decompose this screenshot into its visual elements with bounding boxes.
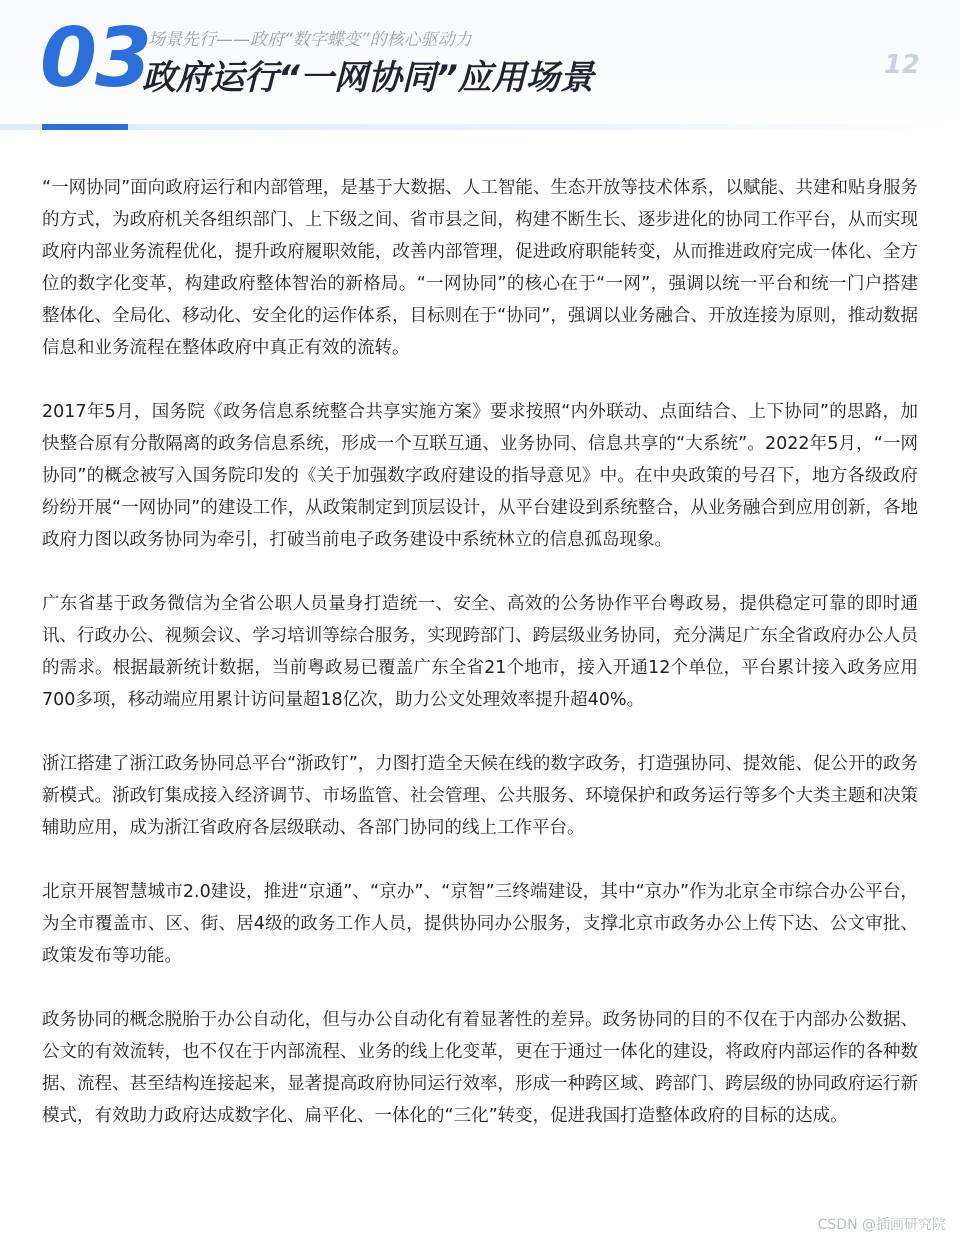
header-divider [0,124,960,130]
page-title: 政府运行“一网协同”应用场景 [142,58,594,98]
section-number: 03 [40,11,151,106]
page-number: 12 [883,50,920,80]
paragraph-conclusion: 政务协同的概念脱胎于办公自动化，但与办公自动化有着显著性的差异。政务协同的目的不仅在于内部办公数据、公文的有效流转，也不仅在于内部流程、业务的线上化变革，更在于通过一体化的建设，将政府内部运作的各种数据、流程、甚至结构连接起来，显著提高政府协同运行效率，形成一种跨区域、跨部门、跨层级的协同政府运行新模式，有效助力政府达成数字化、扁平化、一体化的“三化”转变，促进我国打造整体政府的目标的达成。 [42,1010,918,1126]
body-content [42,172,918,1164]
paragraph-beijing: 北京开展智慧城市2.0建设，推进“京通”、“京办”、“京智”三终端建设，其中“京办”作为北京全市综合办公平台，为全市覆盖市、区、街、居4级的政务工作人员，提供协同办公服务，支撑北京市政务办公上传下达、公文审批、政策发布等功能。 [42,882,918,966]
paragraph-zhejiang: 浙江搭建了浙江政务协同总平台“浙政钉”，力图打造全天候在线的数字政务，打造强协同、提效能、促公开的政务新模式。浙政钉集成接入经济调节、市场监管、社会管理、公共服务、环境保护和政务运行等多个大类主题和决策辅助应用，成为浙江省政府各层级联动、各部门协同的线上工作平台。 [42,754,918,838]
section-subtitle: 场景先行——政府“数字蝶变”的核心驱动力 [148,30,472,50]
paragraph-policy: 2017年5月，国务院《政务信息系统整合共享实施方案》要求按照“内外联动、点面结合、上下协同”的思路，加快整合原有分散隔离的政务信息系统，形成一个互联互通、业务协同、信息共享的“大系统”。2022年5月，“一网协同”的概念被写入国务院印发的《关于加强数字政府建设的指导意见》中。在中央政策的号召下，地方各级政府纷纷开展“一网协同”的建设工作，从政策制定到顶层设计，从平台建设到系统整合，从业务融合到应用创新，各地政府力图以政务协同为牵引，打破当前电子政务建设中系统林立的信息孤岛现象。 [42,402,918,550]
watermark: CSDN @插画研究院 [817,1217,946,1233]
paragraph-intro: “一网协同”面向政府运行和内部管理，是基于大数据、人工智能、生态开放等技术体系，以赋能、共建和贴身服务的方式，为政府机关各组织部门、上下级之间、省市县之间，构建不断生长、逐步进化的协同工作平台，从而实现政府内部业务流程优化，提升政府履职效能，改善内部管理，促进政府职能转变，从而推进政府完成一体化、全方位的数字化变革，构建政府整体智治的新格局。“一网协同”的核心在于“一网”，强调以统一平台和统一门户搭建整体化、全局化、移动化、安全化的运作体系，目标则在于“协同”，强调以业务融合、开放连接为原则，推动数据信息和业务流程在整体政府中真正有效的流转。 [42,178,918,358]
header-accent-bar [42,124,128,130]
paragraph-guangdong: 广东省基于政务微信为全省公职人员量身打造统一、安全、高效的公务协作平台粤政易，提供稳定可靠的即时通讯、行政办公、视频会议、学习培训等综合服务，实现跨部门、跨层级业务协同，充分满足广东全省政府办公人员的需求。根据最新统计数据，当前粤政易已覆盖广东全省21个地市，接入开通12个单位，平台累计接入政务应用700多项，移动端应用累计访问量超18亿次，助力公文处理效率提升超40%。 [42,594,918,710]
